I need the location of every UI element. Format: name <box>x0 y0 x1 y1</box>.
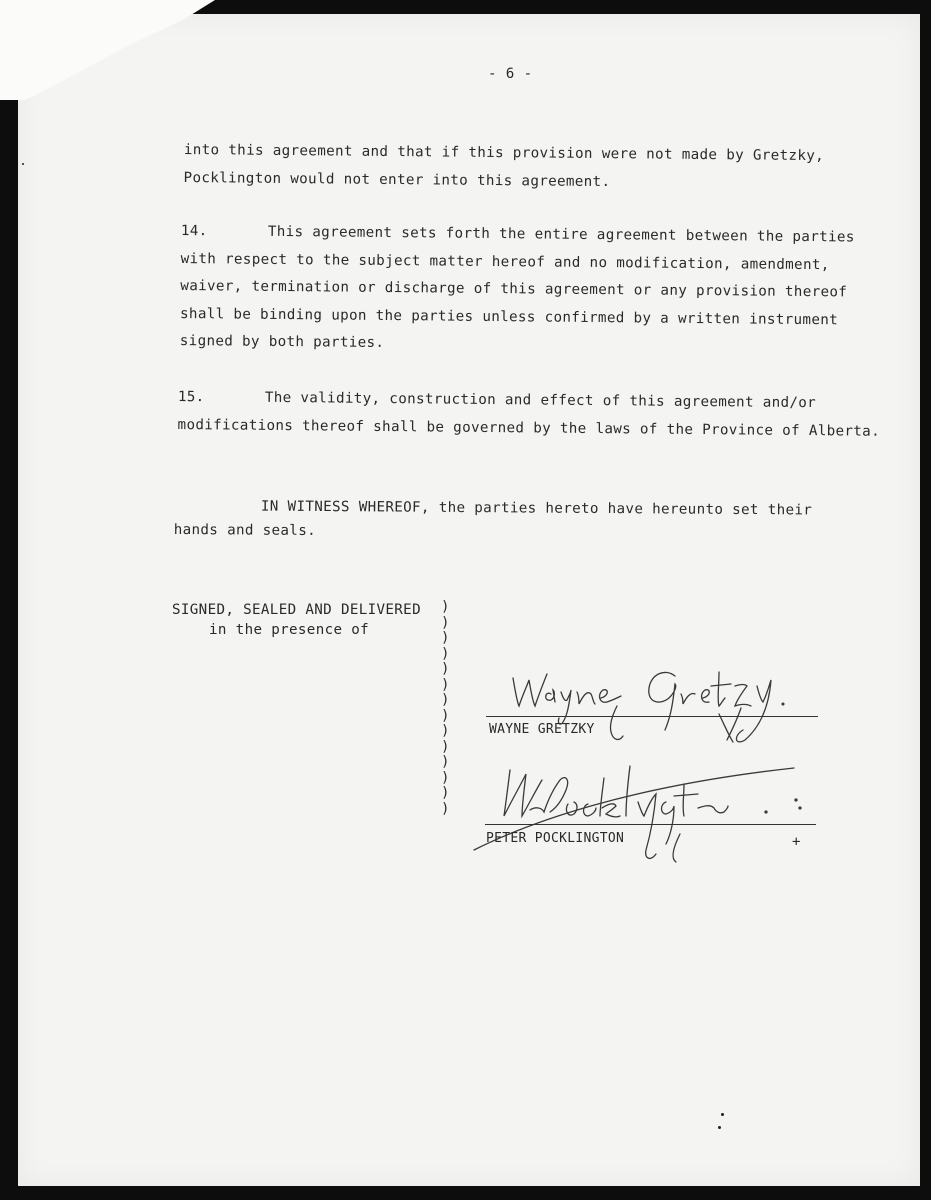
paper-speck <box>718 1126 721 1129</box>
witness-clause <box>174 494 813 546</box>
text-line: signed by both parties. <box>179 332 385 351</box>
text-line: into this agreement and that if this provision were not made by Gretzky, <box>183 141 825 165</box>
paper-speck <box>22 163 24 165</box>
text-line: shall be binding upon the parties unless confirmed by a written instrument <box>180 305 839 328</box>
text-line: 15. The validity, construction and effect of this agreement and/or <box>178 383 881 418</box>
text-line: IN WITNESS WHEREOF, the parties hereto have hereunto set their <box>260 498 813 519</box>
text-line: with respect to the subject matter hereof and no modification, amendment, <box>180 250 830 273</box>
text-line: Pocklington would not enter into this agreement. <box>183 169 611 191</box>
bracket-column: ) ) ) ) ) ) ) ) ) ) ) ) ) ) <box>441 599 450 817</box>
pocklington-name: PETER POCKLINGTON <box>486 831 625 846</box>
pocklington-signature <box>470 750 810 880</box>
pocklington-signature-line <box>485 824 816 825</box>
clause-number: 15. <box>177 388 205 406</box>
witness-block <box>172 600 421 640</box>
clause-15 <box>177 383 880 446</box>
gretzky-name: WAYNE GRETZKY <box>489 722 595 737</box>
text-line: modifications thereof shall be governed by the laws of the Province of Alberta. <box>177 416 881 440</box>
gretzky-signature-line <box>486 716 818 717</box>
clause-14 <box>180 218 855 362</box>
paper-speck <box>721 1113 724 1116</box>
paragraph-continuation <box>183 136 824 198</box>
witness-line-2: in the presence of <box>209 622 370 638</box>
clause-number: 14. <box>180 222 208 240</box>
page-number: - 6 - <box>488 66 533 82</box>
witness-line-1: SIGNED, SEALED AND DELIVERED <box>172 602 421 618</box>
text-line: waiver, termination or discharge of this agreement or any provision thereof <box>180 277 848 301</box>
text-line: 14. This agreement sets forth the entire agreement between the parties <box>181 218 855 252</box>
plus-mark: + <box>792 834 801 850</box>
text-line: hands and seals. <box>173 521 317 539</box>
